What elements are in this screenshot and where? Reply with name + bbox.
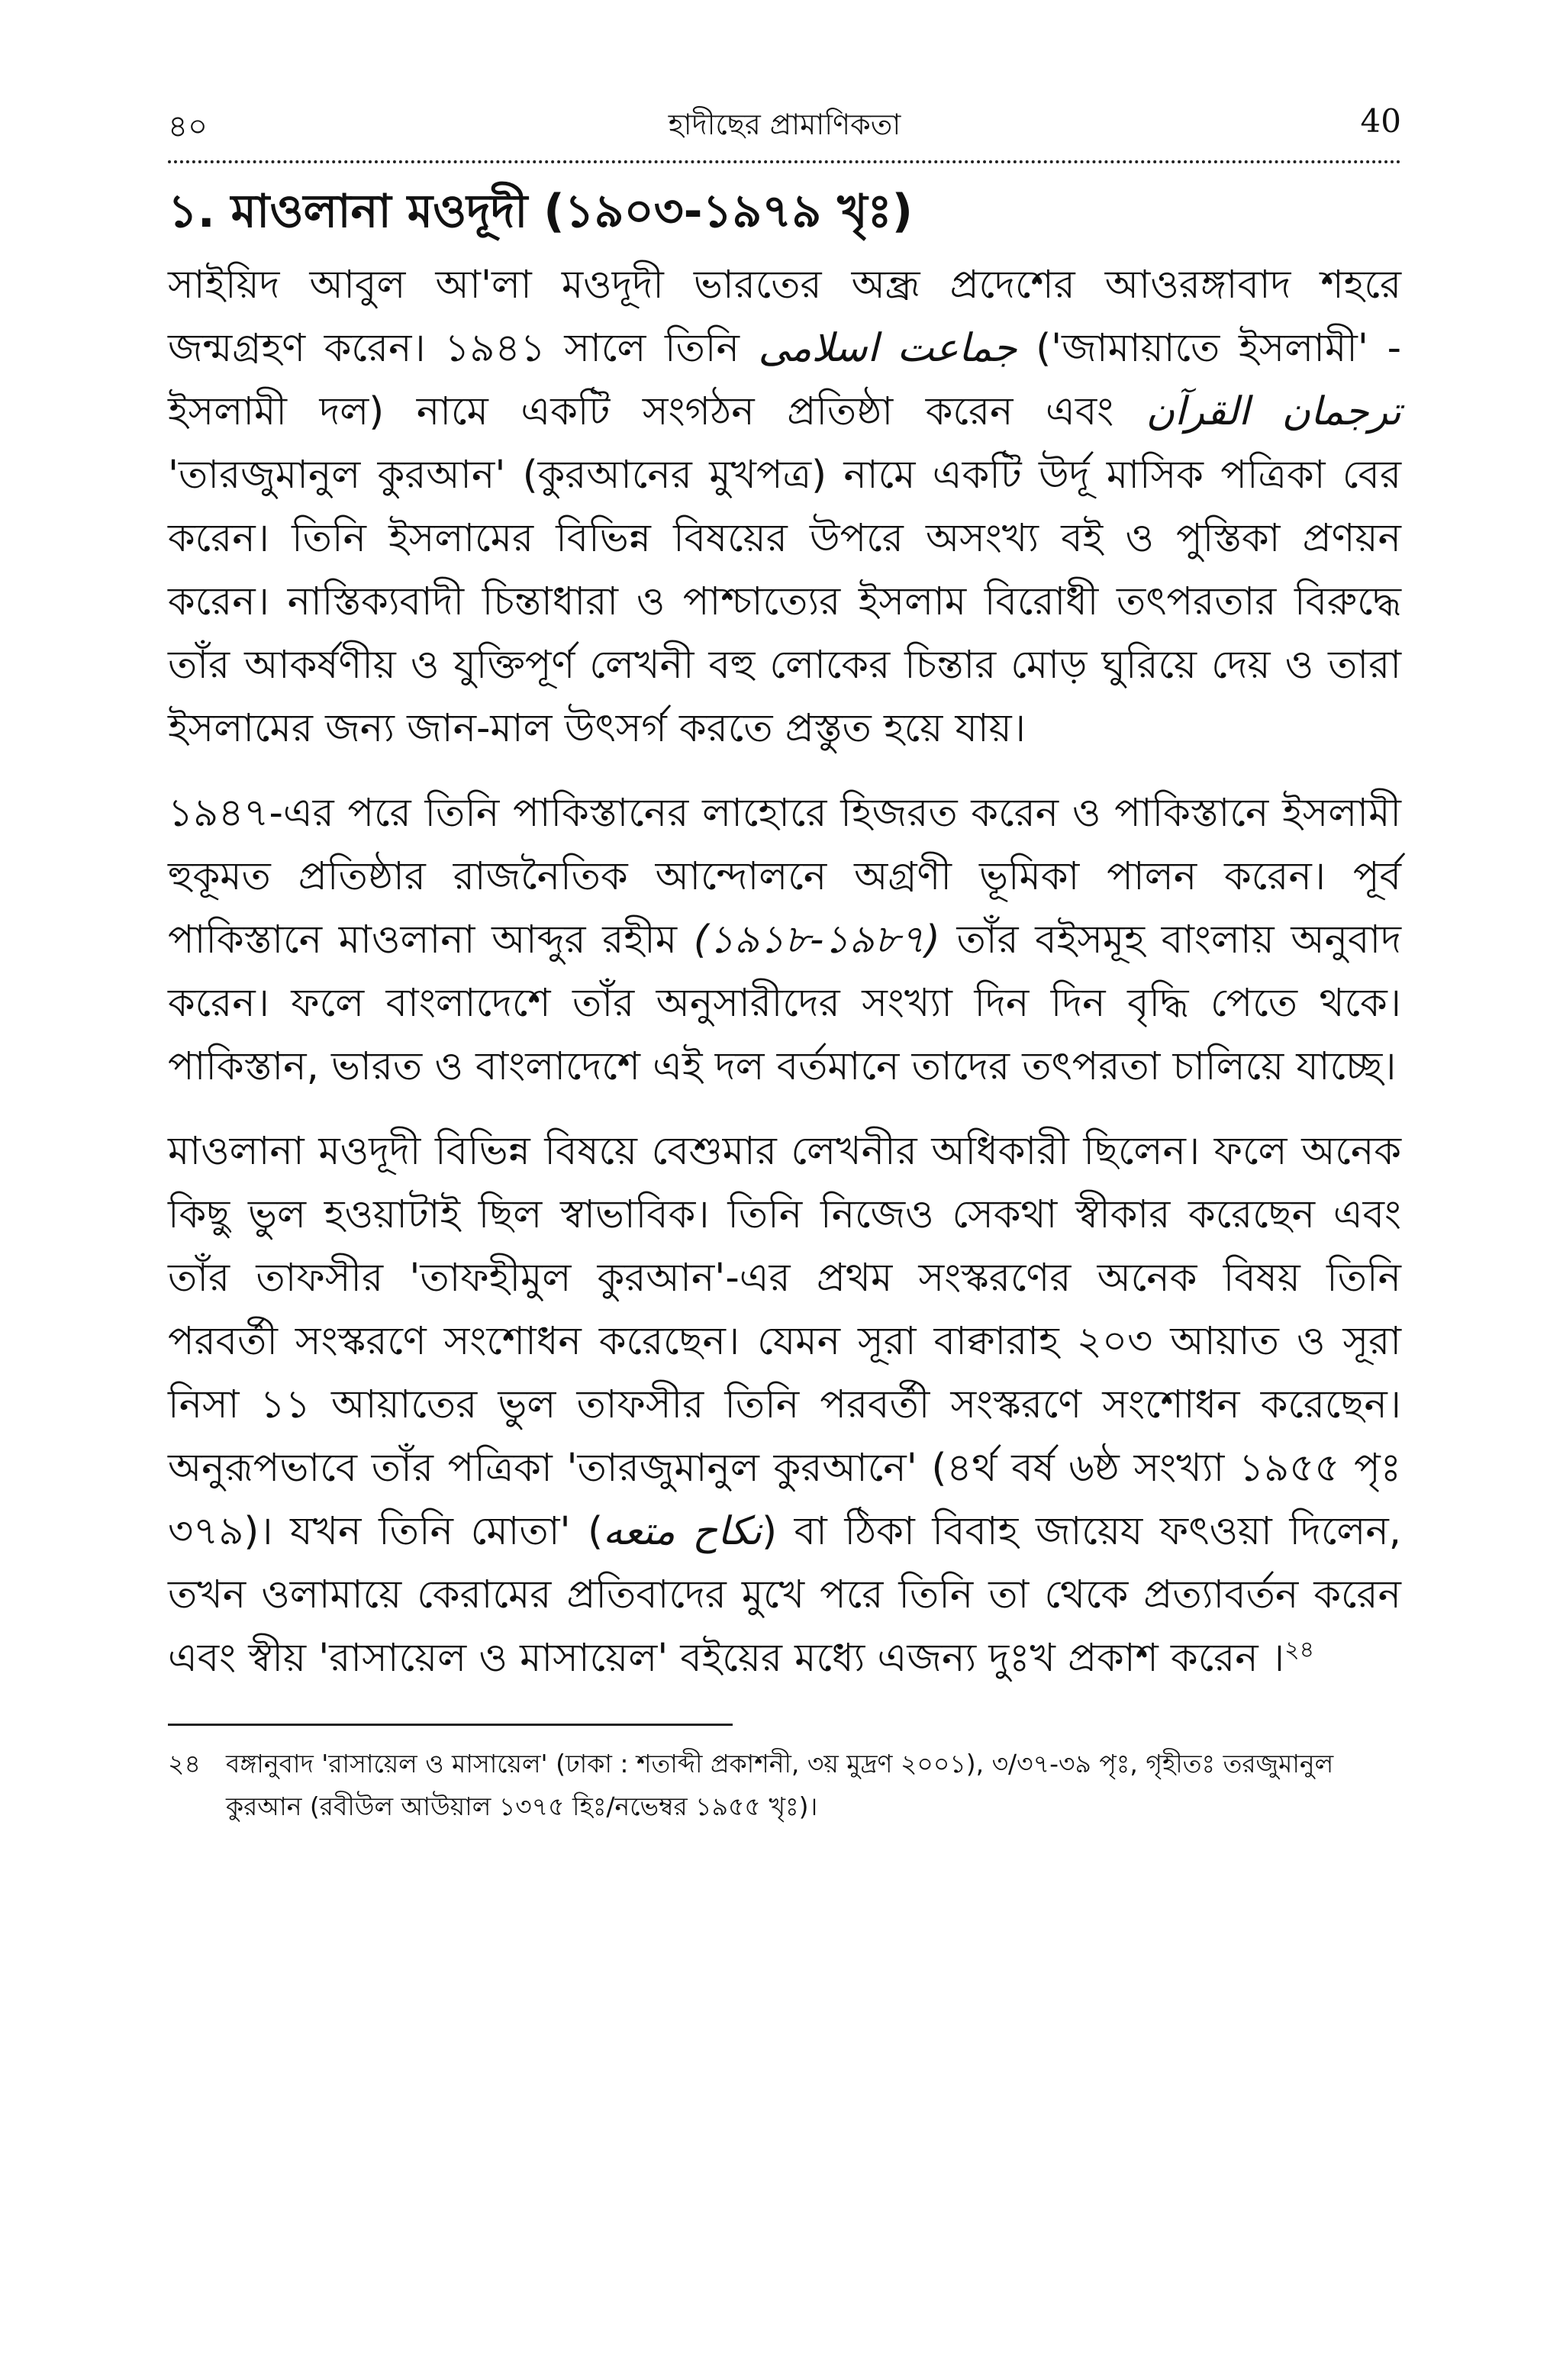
arabic-tarjumanul-quran: ترجمان القرآن [1146, 389, 1401, 434]
arabic-jamaat-islami: جماعت اسلامى [758, 326, 1017, 371]
paragraph-3-text-a: মাওলানা মওদূদী বিভিন্ন বিষয়ে বেশুমার লেখনীর অধিকারী ছিলেন। ফলে অনেক কিছু ভুল হওয়াটাই ছিল স্বাভাবিক। তিনি নিজেও সেকথা স্বীকার করেছেন এবং তাঁর তাফসীর 'তাফহীমুল কুরআন'-এর প্রথম সংস্করণের অনেক বিষয় তিনি পরবর্তী সংস্করণে সংশোধন করেছেন। যেমন সূরা বাক্বারাহ ২০৩ আয়াত ও সূরা নিসা ১১ আয়াতের ভুল তাফসীর তিনি পরবর্তী সংস্করণে সংশোধন করেছেন। অনুরূপভাবে তাঁর পত্রিকা 'তারজুমানুল কুরআনে' (৪র্থ বর্ষ ৬ষ্ঠ সংখ্যা ১৯৫৫ পৃঃ ৩৭৯)। যখন তিনি মোতা' ( [168, 1129, 1401, 1554]
page-header [168, 99, 1401, 163]
running-title: হাদীছের প্রামাণিকতা [668, 108, 901, 141]
footnote-text: বঙ্গানুবাদ 'রাসায়েল ও মাসায়েল' (ঢাকা : শতাব্দী প্রকাশনী, ৩য় মুদ্রণ ২০০১), ৩/৩৭-৩৯ পৃঃ, গৃহীতঃ তরজুমানুল কুরআন (রবীউল আউয়াল ১৩৭৫ হিঃ/নভেম্বর ১৯৫৫ খৃঃ)। [226, 1749, 1334, 1821]
paragraph-1 [168, 253, 1401, 760]
section-title: ১. মাওলানা মওদূদী (১৯০৩-১৯৭৯ খৃঃ) [168, 185, 914, 238]
arabic-nikah-mutah: نكاح متعه [603, 1509, 762, 1554]
page-number-arabic: 40 [1360, 102, 1401, 140]
book-page [168, 99, 1401, 1828]
footnote-reference[interactable]: ২৪ [1284, 1637, 1315, 1663]
paragraph-2-text-a: ১৯৪৭-এর পরে তিনি পাকিস্তানের লাহোরে হিজরত করেন ও পাকিস্তানে ইসলামী হুকূমত প্রতিষ্ঠার রাজনৈতিক আন্দোলনে অগ্রণী ভূমিকা পালন করেন। পূর্ব পাকিস্তানে মাওলানা আব্দুর রহীম [168, 791, 1401, 963]
footnote-divider [168, 1724, 733, 1726]
paragraph-3 [168, 1120, 1401, 1690]
paragraph-3-text-b: ) বা ঠিকা বিবাহ জায়েয ফৎওয়া দিলেন, তখন ওলামায়ে কেরামের প্রতিবাদের মুখে পরে তিনি তা থেকে প্রত্যাবর্তন করেন এবং স্বীয় 'রাসায়েল ও মাসায়েল' বইয়ের মধ্যে এজন্য দুঃখ প্রকাশ করেন । [168, 1509, 1401, 1681]
paragraph-1-text-c: 'তারজুমানুল কুরআন' (কুরআনের মুখপত্র) নামে একটি উর্দূ মাসিক পত্রিকা বের করেন। তিনি ইসলামের বিভিন্ন বিষয়ের উপরে অসংখ্য বই ও পুস্তিকা প্রণয়ন করেন। নাস্তিক্যবাদী চিন্তাধারা ও পাশ্চাত্যের ইসলাম বিরোধী তৎপরতার বিরুদ্ধে তাঁর আকর্ষণীয় ও যুক্তিপূর্ণ লেখনী বহু লোকের চিন্তার মোড় ঘুরিয়ে দেয় ও তারা ইসলামের জন্য জান-মাল উৎসর্গ করতে প্রস্তুত হয়ে যায়। [168, 453, 1401, 751]
paragraph-1-text-a: সাইয়িদ আবুল আ'লা মওদূদী ভারতের অন্ধ্র প্রদেশের আওরঙ্গাবাদ শহরে জন্মগ্রহণ করেন। ১৯৪১ সালে তিনি [168, 263, 1401, 371]
paragraph-1-text-b: ('জামায়াতে ইসলামী' - ইসলামী দল) নামে একটি সংগঠন প্রতিষ্ঠা করেন এবং [168, 326, 1401, 434]
page-number-bengali: ৪০ [168, 109, 208, 144]
footnote-number: ২৪ [168, 1749, 201, 1779]
footnote [168, 1743, 1401, 1828]
paragraph-2 [168, 782, 1401, 1098]
lifespan-dates: (১৯১৮-১৯৮৭) [693, 917, 940, 963]
paragraph-2-text-b: তাঁর বইসমূহ বাংলায় অনুবাদ করেন। ফলে বাংলাদেশে তাঁর অনুসারীদের সংখ্যা দিন দিন বৃদ্ধি পেতে থকে। পাকিস্তান, ভারত ও বাংলাদেশে এই দল বর্তমানে তাদের তৎপরতা চালিয়ে যাচ্ছে। [168, 917, 1401, 1089]
